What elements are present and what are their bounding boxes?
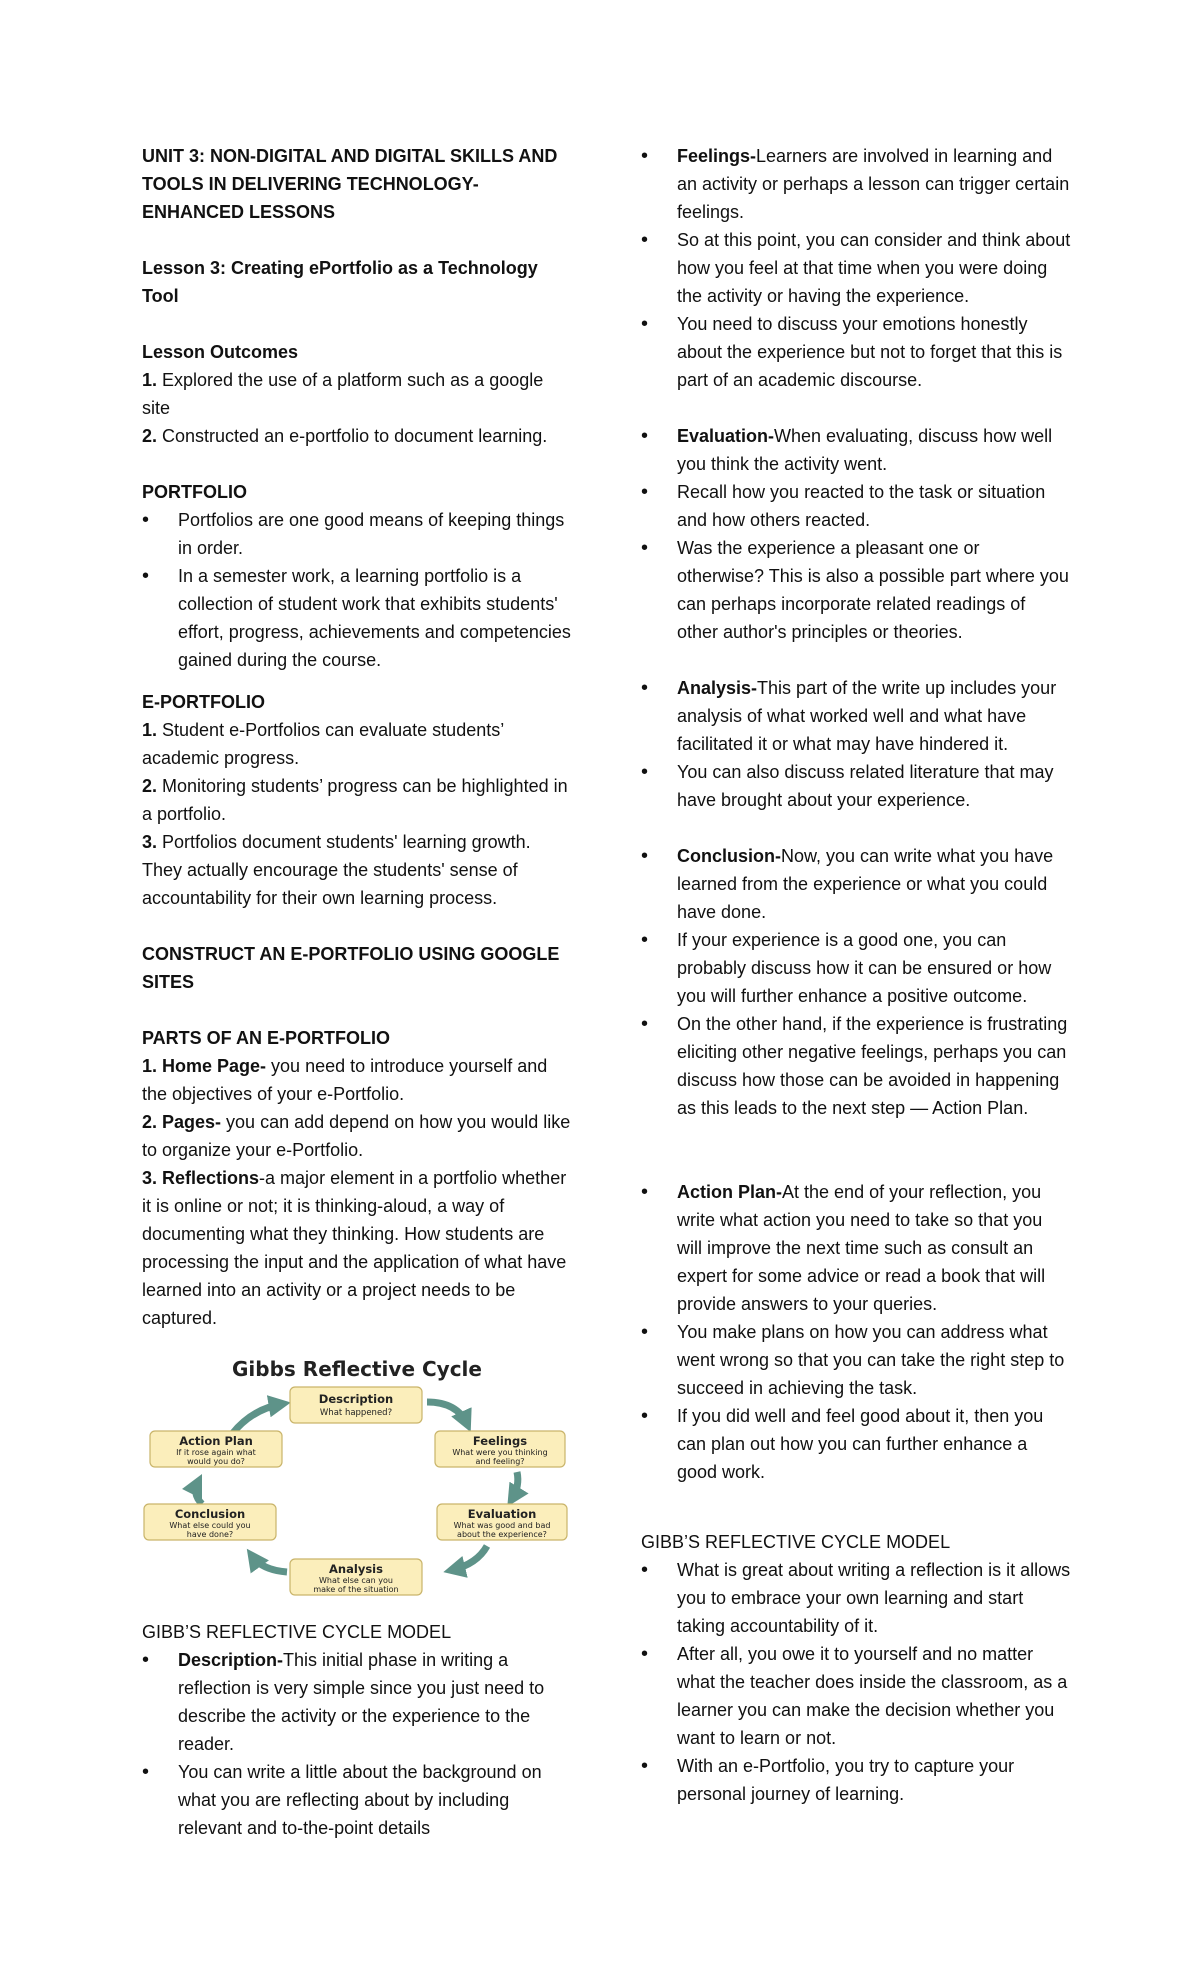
svg-text:What happened?: What happened? (319, 1408, 393, 1418)
svg-text:What else could you: What else could you (169, 1521, 251, 1530)
node-evaluation (437, 1504, 567, 1540)
eportfolio-item: 3. Portfolios document students' learning growth. They actually encourage the students' sense of accountability for their own learning process. (142, 832, 531, 908)
right-column (641, 142, 1071, 1808)
svg-text:Description: Description (318, 1392, 394, 1406)
node-conclusion (144, 1504, 276, 1540)
list-item: • On the other hand, if the experience is frustrating eliciting other negative feelings, perhaps you can discuss how those can be avoided in happening as this leads to the next step — Action Plan. (641, 1010, 1071, 1122)
node-feelings (435, 1431, 565, 1467)
lesson-title: Lesson 3: Creating ePortfolio as a Technology Tool (142, 258, 538, 306)
list-item: • You can also discuss related literature that may have brought about your experience. (641, 758, 1071, 814)
gibbs-heading-left: GIBB’S REFLECTIVE CYCLE MODEL (142, 1622, 452, 1642)
node-action-plan (150, 1431, 282, 1467)
svg-text:Feelings: Feelings (472, 1434, 528, 1448)
list-item: • Description-This initial phase in writing a reflection is very simple since you just need to describe the activity or the experience to the reader. (142, 1646, 572, 1758)
arrow-conclusion-actionplan (196, 1482, 202, 1504)
part-item: 1. Home Page- you need to introduce yourself and the objectives of your e-Portfolio. (142, 1056, 548, 1104)
outcome-item: 1. Explored the use of a platform such as a google site (142, 370, 544, 418)
svg-text:about the experience?: about the experience? (457, 1530, 547, 1539)
feelings-list (641, 142, 1071, 394)
eportfolio-item: 2. Monitoring students’ progress can be highlighted in a portfolio. (142, 776, 568, 824)
portfolio-heading: PORTFOLIO (142, 482, 247, 502)
diagram-title: Gibbs Reflective Cycle (232, 1357, 482, 1381)
svg-text:make of the situation: make of the situation (313, 1585, 399, 1594)
list-item: • Evaluation-When evaluating, discuss how well you think the activity went. (641, 422, 1071, 478)
arrow-description-feelings (427, 1402, 467, 1424)
svg-text:Analysis: Analysis (329, 1562, 383, 1576)
svg-text:Action Plan: Action Plan (179, 1434, 253, 1448)
list-item: • If you did well and feel good about it, then you can plan out how you can further enhance a good work. (641, 1402, 1071, 1486)
list-item: • If your experience is a good one, you can probably discuss how it can be ensured or how you will further enhance a positive outcome. (641, 926, 1071, 1010)
arrow-actionplan-description (232, 1404, 282, 1434)
evaluation-list (641, 422, 1071, 646)
outcome-item: 2. Constructed an e-portfolio to document learning. (142, 426, 548, 446)
part-item: 3. Reflections-a major element in a portfolio whether it is online or not; it is thinking-aloud, a way of documenting what they thinking. How students are processing the input and the application of what have learned into an activity or a project needs to be captured. (142, 1168, 567, 1328)
gibbs-cycle-diagram (142, 1354, 572, 1604)
parts-heading: PARTS OF AN E-PORTFOLIO (142, 1028, 390, 1048)
left-column (142, 142, 572, 1842)
unit-title: UNIT 3: NON-DIGITAL AND DIGITAL SKILLS AND TOOLS IN DELIVERING TECHNOLOGY-ENHANCED LESSONS (142, 146, 558, 222)
gibbs-heading-right: GIBB’S REFLECTIVE CYCLE MODEL (641, 1532, 951, 1552)
gibbs-list-left (142, 1646, 572, 1842)
svg-text:would you do?: would you do? (187, 1457, 245, 1466)
arrow-analysis-conclusion (252, 1556, 287, 1572)
list-item: • So at this point, you can consider and think about how you feel at that time when you were doing the activity or having the experience. (641, 226, 1071, 310)
svg-text:Evaluation: Evaluation (467, 1507, 537, 1521)
list-item: • Feelings-Learners are involved in learning and an activity or perhaps a lesson can trigger certain feelings. (641, 142, 1071, 226)
svg-text:and feeling?: and feeling? (475, 1457, 525, 1466)
list-item: • You need to discuss your emotions honestly about the experience but not to forget that this is part of an academic discourse. (641, 310, 1071, 394)
arrow-feelings-evaluation (512, 1472, 518, 1499)
node-description (290, 1387, 422, 1423)
list-item: • After all, you owe it to yourself and no matter what the teacher does inside the classroom, as a learner you can make the decision whether you want to learn or not. (641, 1640, 1071, 1752)
list-item: • In a semester work, a learning portfolio is a collection of student work that exhibits students' effort, progress, achievements and competencies gained during the course. (142, 562, 572, 674)
outcomes-heading: Lesson Outcomes (142, 342, 299, 362)
list-item: • Was the experience a pleasant one or otherwise? This is also a possible part where you can perhaps incorporate related readings of other author's principles or theories. (641, 534, 1071, 646)
portfolio-list (142, 506, 572, 674)
conclusion-list (641, 842, 1071, 1122)
eportfolio-item: 1. Student e-Portfolios can evaluate students’ academic progress. (142, 720, 504, 768)
svg-text:Conclusion: Conclusion (174, 1507, 246, 1521)
analysis-list (641, 674, 1071, 814)
action-plan-list (641, 1178, 1071, 1486)
list-item: • Analysis-This part of the write up includes your analysis of what worked well and what have facilitated it or what may have hindered it. (641, 674, 1071, 758)
svg-text:What were you thinking: What were you thinking (452, 1448, 548, 1457)
cycle-arrows (196, 1402, 518, 1572)
list-item: • What is great about writing a reflection is it allows you to embrace your own learning and start taking accountability of it. (641, 1556, 1071, 1640)
list-item: • You make plans on how you can address what went wrong so that you can take the right step to succeed in achieving the task. (641, 1318, 1071, 1402)
svg-text:What was good and bad: What was good and bad (453, 1521, 551, 1530)
arrow-evaluation-analysis (452, 1546, 487, 1570)
list-item: • Action Plan-At the end of your reflection, you write what action you need to take so that you will improve the next time such as consult an expert for some advice or read a book that will provide answers to your queries. (641, 1178, 1071, 1318)
list-item: • You can write a little about the background on what you are reflecting about by including relevant and to-the-point details (142, 1758, 572, 1842)
eportfolio-heading: E-PORTFOLIO (142, 692, 265, 712)
gibbs-list-right (641, 1556, 1071, 1808)
svg-text:What else can you: What else can you (319, 1576, 393, 1585)
list-item: • Portfolios are one good means of keeping things in order. (142, 506, 572, 562)
node-analysis (290, 1559, 422, 1595)
svg-text:have done?: have done? (186, 1530, 234, 1539)
construct-heading: CONSTRUCT AN E-PORTFOLIO USING GOOGLE SITES (142, 944, 560, 992)
list-item: • Conclusion-Now, you can write what you have learned from the experience or what you could have done. (641, 842, 1071, 926)
part-item: 2. Pages- you can add depend on how you would like to organize your e-Portfolio. (142, 1112, 571, 1160)
svg-text:If it rose again what: If it rose again what (176, 1448, 256, 1457)
list-item: • With an e-Portfolio, you try to capture your personal journey of learning. (641, 1752, 1071, 1808)
list-item: • Recall how you reacted to the task or situation and how others reacted. (641, 478, 1071, 534)
